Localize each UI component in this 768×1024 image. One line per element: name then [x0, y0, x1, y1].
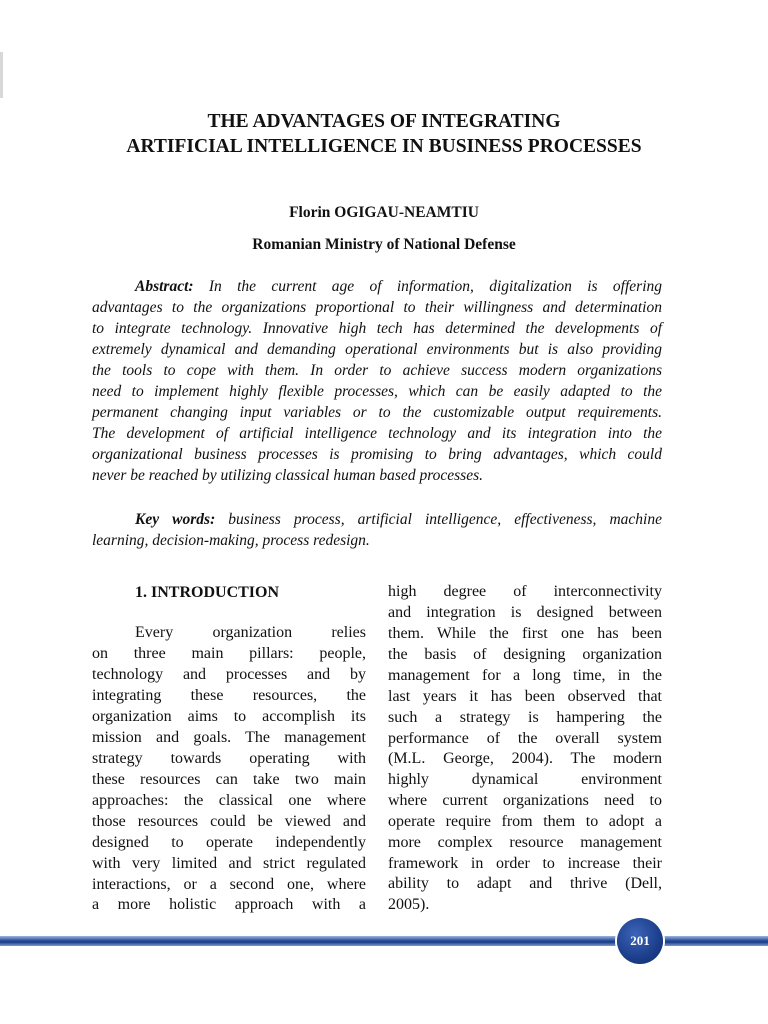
abstract-label: Abstract:: [135, 278, 194, 295]
abstract-line: permanent changing input variables or to the customizable output requirements.: [92, 404, 662, 421]
abstract-line: the tools to cope with them. In order to achieve success modern organizations: [92, 362, 662, 379]
body-line: interactions, or a second one, where: [92, 876, 366, 893]
page-number-badge: [617, 918, 663, 964]
keywords-label: Key words:: [135, 511, 216, 528]
page-edge-mark: [0, 52, 3, 98]
body-line: with very limited and strict regulated: [92, 855, 366, 872]
body-line: and integration is designed between: [388, 604, 662, 621]
body-line: highly dynamical environment: [388, 771, 662, 788]
body-line: performance of the overall system: [388, 730, 662, 747]
body-line: high degree of interconnectivity: [388, 583, 662, 600]
section-heading: 1. INTRODUCTION: [135, 584, 280, 601]
keywords-line: [92, 509, 662, 530]
abstract-line: organizational business processes is promising to bring advantages, which could: [92, 446, 662, 463]
abstract-line: need to implement highly flexible processes, which can be easily adapted to the: [92, 383, 662, 400]
body-line: on three main pillars: people,: [92, 645, 366, 662]
abstract-line: The development of artificial intelligence technology and its integration into the: [92, 425, 662, 442]
body-line: ability to adapt and thrive (Dell,: [388, 875, 662, 892]
body-line: approaches: the classical one where: [92, 792, 366, 809]
keywords-text: business process, artificial intelligence, effectiveness, machine: [215, 511, 662, 528]
body-line: management for a long time, in the: [388, 667, 662, 684]
body-line: last years it has been observed that: [388, 688, 662, 705]
body-line: operate require from them to adopt a: [388, 813, 662, 830]
keywords-line: learning, decision-making, process redesign.: [92, 532, 370, 549]
body-line: framework in order to increase their: [388, 855, 662, 872]
body-line: those resources could be viewed and: [92, 813, 366, 830]
body-line: strategy towards operating with: [92, 750, 366, 767]
body-line: designed to operate independently: [92, 834, 366, 851]
abstract-line: advantages to the organizations proportional to their willingness and determination: [92, 299, 662, 316]
page-number: 201: [630, 933, 650, 948]
body-line: organization aims to accomplish its: [92, 708, 366, 725]
author-name: Florin OGIGAU-NEAMTIU: [289, 204, 479, 221]
body-line: 2005).: [388, 896, 430, 913]
body-line: a more holistic approach with a: [92, 896, 366, 913]
abstract-line: extremely dynamical and demanding operational environments but is also providing: [92, 341, 662, 358]
paper-title-line-1: THE ADVANTAGES OF INTEGRATING: [207, 111, 561, 132]
author-affiliation: Romanian Ministry of National Defense: [252, 236, 516, 253]
paper-title-line-2: ARTIFICIAL INTELLIGENCE IN BUSINESS PROCESSES: [126, 136, 642, 157]
body-line: such a strategy is hampering the: [388, 709, 662, 726]
body-line: where current organizations need to: [388, 792, 662, 809]
abstract-line: never be reached by utilizing classical human based processes.: [92, 467, 484, 484]
body-line: Every organization relies: [135, 624, 366, 641]
abstract-line: [92, 276, 662, 297]
body-line: them. While the first one has been: [388, 625, 662, 642]
body-line: mission and goals. The management: [92, 729, 366, 746]
body-line: technology and processes and by: [92, 666, 366, 683]
abstract-text: In the current age of information, digitalization is offering: [193, 278, 662, 295]
body-line: these resources can take two main: [92, 771, 366, 788]
body-line: (M.L. George, 2004). The modern: [388, 750, 662, 767]
abstract-line: to integrate technology. Innovative high tech has determined the developments of: [92, 320, 662, 337]
body-line: the basis of designing organization: [388, 646, 662, 663]
body-line: more complex resource management: [388, 834, 662, 851]
body-line: integrating these resources, the: [92, 687, 366, 704]
